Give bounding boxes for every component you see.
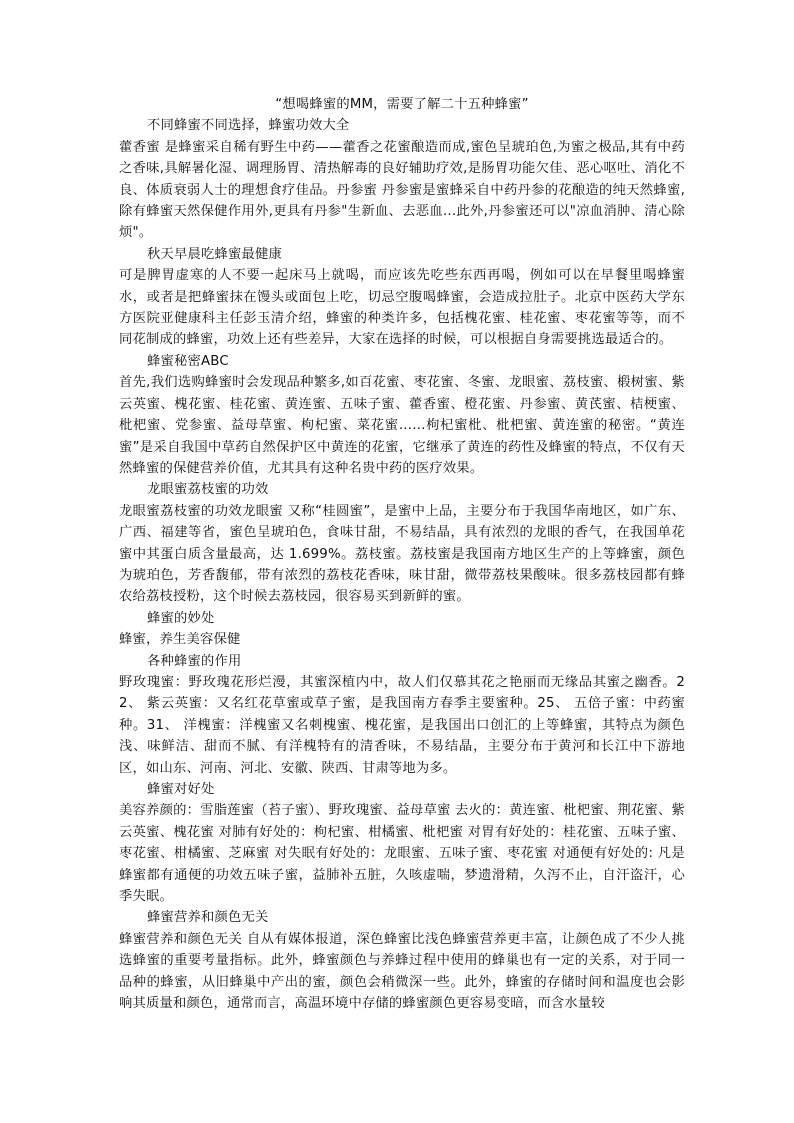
paragraph: 蜂蜜营养和颜色无关 自从有媒体报道，深色蜂蜜比浅色蜂蜜营养更丰富，让颜色成了不少人挑选蜂蜜的重要考量指标。此外，蜂蜜颜色与养蜂过程中使用的蜂巢也有一定的关系，对于同一品种的蜂蜜，从旧蜂巢中产出的蜜，颜色会稍微深一些。此外，蜂蜜的存储时间和温度也会影响其质量和颜色，通常而言，高温环境中存储的蜂蜜颜色更容易变暗，而含水量较 [119,931,685,1012]
paragraph: 龙眼蜜荔枝蜜的功效龙眼蜜 又称“桂圆蜜”，是蜜中上品，主要分布于我国华南地区，如广东、广西、福建等省，蜜色呈琥珀色，食味甘甜，不易结晶，具有浓烈的龙眼的香气，在我国单花蜜中其蛋白质含量最高，达 1.699%。荔枝蜜。荔枝蜜是我国南方地区生产的上等蜂蜜，颜色为琥珀色，芳香馥郁，带有浓烈的荔枝花香味，味甘甜，微带荔枝果酸味。很多荔枝园都有蜂农给荔枝授粉，这个时候去荔枝园，很容易买到新鲜的蜜。 [119,503,685,605]
section-heading: 不同蜂蜜不同选择，蜂蜜功效大全 [147,118,350,134]
paragraph: 藿香蜜 是蜂蜜采自稀有野生中药——藿香之花蜜酿造而成,蜜色呈琥珀色,为蜜之极品,其有中药之香味,具解暑化湿、调理肠胃、清热解毒的良好辅助疗效,是肠胃功能欠佳、恶心呕吐、消化不良、体质衰弱人士的理想食疗佳品。丹参蜜 丹参蜜是蜜蜂采自中药丹参的花酿造的纯天然蜂蜜,除有蜂蜜天然保健作用外,更具有丹参"生新血、去恶血...此外,丹参蜜还可以"凉血消肿、清心除烦"。 [119,139,685,241]
section-heading: 秋天早晨吃蜂蜜最健康 [147,246,282,262]
section-heading: 各种蜂蜜的作用 [147,653,242,669]
paragraph: 美容养颜的：雪脂莲蜜（苔子蜜）、野玫瑰蜜、益母草蜜 去火的：黄连蜜、枇杷蜜、荆花蜜、紫云英蜜、槐花蜜 对肺有好处的：枸杞蜜、柑橘蜜、枇杷蜜 对胃有好处的：桂花蜜、五味子蜜、枣花蜜、柑橘蜜、芝麻蜜 对失眠有好处的：龙眼蜜、五味子蜜、枣花蜜 对通便有好处的: 凡是蜂蜜都有通便的功效五味子蜜，益肺补五脏，久咳虚喘，梦遗滑精，久泻不止，自汗盗汗，心季失眠。 [119,803,685,905]
paragraph: 首先,我们选购蜂蜜时会发现品种繁多,如百花蜜、枣花蜜、冬蜜、龙眼蜜、荔枝蜜、椴树蜜、紫云英蜜、槐花蜜、桂花蜜、黄连蜜、五味子蜜、藿香蜜、橙花蜜、丹参蜜、黄芪蜜、桔梗蜜、枇杷蜜、党参蜜、益母草蜜、枸杞蜜、菜花蜜……枸杞蜜枇、枇杷蜜、黄连蜜的秘密。“黄连蜜”是采自我国中草药自然保护区中黄连的花蜜，它继承了黄连的药性及蜂蜜的特点，不仅有天然蜂蜜的保健营养价值，尤其具有这种名贵中药的医疗效果。 [119,375,685,476]
paragraph: 蜂蜜，养生美容保健 [119,632,241,648]
paragraph: 野玫瑰蜜：野玫瑰花形烂漫，其蜜深植内中，故人们仅慕其花之艳丽而无缘品其蜜之幽香。22、 紫云英蜜：又名红花草蜜或草子蜜，是我国南方春季主要蜜种。25、 五倍子蜜：中药蜜种。31、 洋槐蜜：洋槐蜜又名刺槐蜜、槐花蜜，是我国出口创汇的上等蜂蜜，其特点为颜色浅、味鲜洁、甜而不腻、有洋槐特有的清香味，不易结晶，主要分布于黄河和长江中下游地区，如山东、河南、河北、安徽、陕西、甘肃等地为多。 [119,674,685,776]
paragraph: 可是脾胃虚寒的人不要一起床马上就喝，而应该先吃些东西再喝，例如可以在早餐里喝蜂蜜水，或者是把蜂蜜抹在馒头或面包上吃，切忌空腹喝蜂蜜，会造成拉肚子。北京中医药大学东方医院亚健康科主任彭玉清介绍，蜂蜜的种类许多，包括槐花蜜、桂花蜜、枣花蜜等等，而不同花制成的蜂蜜，功效上还有些差异，大家在选择的时候，可以根据自身需要挑选最适合的。 [119,268,685,348]
document-page [119,94,685,1014]
section-heading: 蜂蜜营养和颜色无关 [147,910,269,926]
section-heading: 蜂蜜秘密ABC [147,353,229,369]
section-heading: 龙眼蜜荔枝蜜的功效 [147,482,269,498]
section-heading: 蜂蜜的妙处 [147,610,215,626]
section-heading: 蜂蜜对好处 [147,782,215,797]
document-title: “想喝蜂蜜的MM，需要了解二十五种蜂蜜” [275,97,529,112]
